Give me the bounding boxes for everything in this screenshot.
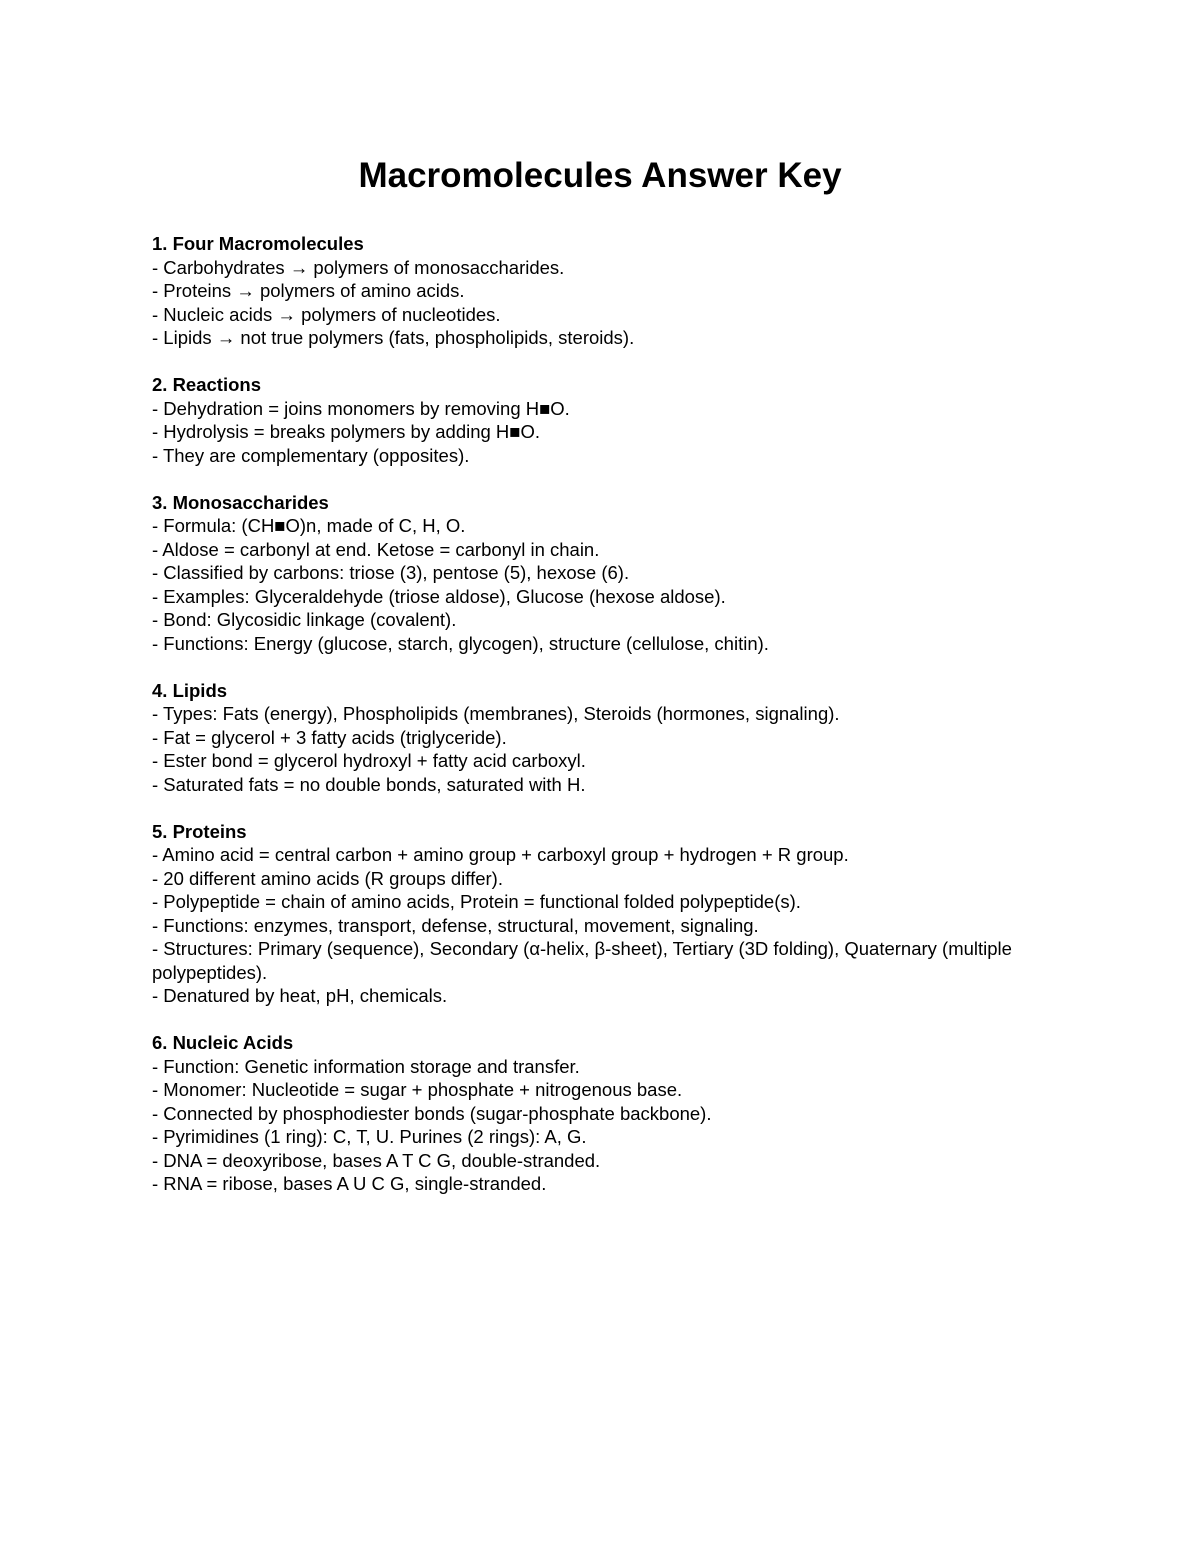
list-item: - Denatured by heat, pH, chemicals. <box>152 985 448 1006</box>
list-item: - Monomer: Nucleotide = sugar + phosphate + nitrogenous base. <box>152 1079 683 1100</box>
list-item: - Amino acid = central carbon + amino group + carboxyl group + hydrogen + R group. <box>152 844 849 865</box>
list-item: - Proteins → polymers of amino acids. <box>152 280 465 301</box>
list-item: - Examples: Glyceraldehyde (triose aldose), Glucose (hexose aldose). <box>152 585 726 607</box>
list-item: - Hydrolysis = breaks polymers by adding H■O. <box>152 421 540 442</box>
list-item: - Bond: Glycosidic linkage (covalent). <box>152 609 457 630</box>
list-item: - DNA = deoxyribose, bases A T C G, double-stranded. <box>152 1149 601 1171</box>
section-heading: 5. Proteins <box>152 820 247 842</box>
list-item: - They are complementary (opposites). <box>152 444 470 466</box>
list-item: - Saturated fats = no double bonds, saturated with H. <box>152 773 586 795</box>
section-four-macromolecules <box>152 232 1032 350</box>
list-item: - Pyrimidines (1 ring): C, T, U. Purines (2 rings): A, G. <box>152 1126 587 1147</box>
list-item: - Carbohydrates → polymers of monosaccharides. <box>152 256 565 278</box>
section-nucleic-acids <box>152 1031 1032 1196</box>
list-item: - Nucleic acids → polymers of nucleotides. <box>152 303 501 325</box>
document-body <box>152 232 1032 1219</box>
list-item: - Classified by carbons: triose (3), pentose (5), hexose (6). <box>152 562 630 583</box>
list-item: - Functions: Energy (glucose, starch, glycogen), structure (cellulose, chitin). <box>152 632 769 654</box>
section-heading: 6. Nucleic Acids <box>152 1032 294 1053</box>
list-item: - Ester bond = glycerol hydroxyl + fatty acid carboxyl. <box>152 750 586 771</box>
list-item: - Dehydration = joins monomers by removing H■O. <box>152 397 570 419</box>
section-heading: 4. Lipids <box>152 679 228 701</box>
section-lipids <box>152 679 1032 797</box>
list-item: - Formula: (CH■O)n, made of C, H, O. <box>152 515 466 536</box>
list-item: - 20 different amino acids (R groups differ). <box>152 867 503 889</box>
section-heading: 3. Monosaccharides <box>152 491 329 513</box>
list-item: - Connected by phosphodiester bonds (sugar-phosphate backbone). <box>152 1102 712 1124</box>
list-item: - RNA = ribose, bases A U C G, single-stranded. <box>152 1173 547 1194</box>
section-heading: 1. Four Macromolecules <box>152 233 364 254</box>
list-item: - Functions: enzymes, transport, defense, structural, movement, signaling. <box>152 914 759 936</box>
list-item: - Aldose = carbonyl at end. Ketose = carbonyl in chain. <box>152 538 600 560</box>
list-item: - Fat = glycerol + 3 fatty acids (triglyceride). <box>152 726 507 748</box>
section-heading: 2. Reactions <box>152 374 261 395</box>
page-title: Macromolecules Answer Key <box>358 156 842 195</box>
section-proteins <box>152 820 1032 1008</box>
list-item: - Types: Fats (energy), Phospholipids (membranes), Steroids (hormones, signaling). <box>152 703 840 724</box>
section-reactions <box>152 373 1032 467</box>
list-item: - Lipids → not true polymers (fats, phospholipids, steroids). <box>152 327 635 348</box>
section-monosaccharides <box>152 491 1032 656</box>
list-item: - Polypeptide = chain of amino acids, Protein = functional folded polypeptide(s). <box>152 891 801 912</box>
list-item: - Function: Genetic information storage and transfer. <box>152 1055 580 1077</box>
list-item: - Structures: Primary (sequence), Secondary (α-helix, β-sheet), Tertiary (3D folding), Quaternary (multiple polypeptides). <box>152 938 1012 983</box>
